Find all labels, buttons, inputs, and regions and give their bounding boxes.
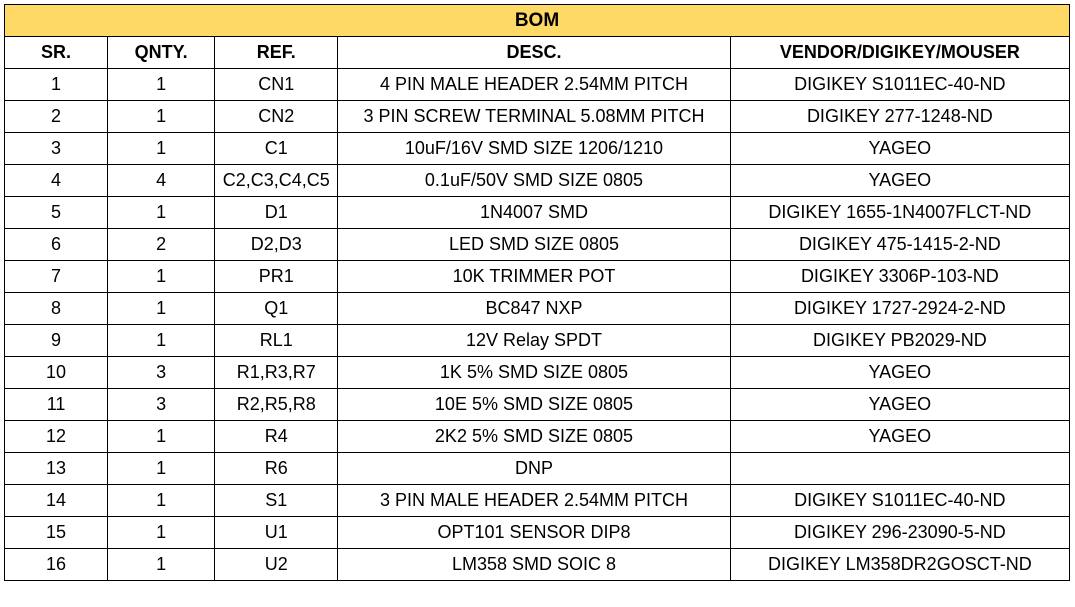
cell-qnty: 1	[108, 549, 215, 581]
table-row	[5, 453, 1070, 485]
cell-qnty: 1	[108, 101, 215, 133]
cell-vendor	[730, 453, 1069, 485]
cell-desc: LED SMD SIZE 0805	[338, 229, 730, 261]
cell-qnty: 1	[108, 69, 215, 101]
table-row	[5, 549, 1070, 581]
cell-sr: 15	[5, 517, 108, 549]
cell-vendor: DIGIKEY S1011EC-40-ND	[730, 485, 1069, 517]
column-header-qnty: QNTY.	[108, 37, 215, 69]
cell-ref: R6	[215, 453, 338, 485]
cell-ref: R1,R3,R7	[215, 357, 338, 389]
cell-ref: CN1	[215, 69, 338, 101]
cell-sr: 3	[5, 133, 108, 165]
cell-desc: 10uF/16V SMD SIZE 1206/1210	[338, 133, 730, 165]
bom-sheet	[4, 4, 1070, 581]
cell-qnty: 3	[108, 357, 215, 389]
table-body	[5, 69, 1070, 581]
cell-sr: 8	[5, 293, 108, 325]
table-row	[5, 197, 1070, 229]
cell-vendor: YAGEO	[730, 421, 1069, 453]
cell-vendor: DIGIKEY 1655-1N4007FLCT-ND	[730, 197, 1069, 229]
table-row	[5, 325, 1070, 357]
cell-qnty: 1	[108, 421, 215, 453]
table-row	[5, 357, 1070, 389]
table-row	[5, 517, 1070, 549]
cell-ref: RL1	[215, 325, 338, 357]
cell-sr: 6	[5, 229, 108, 261]
column-header-ref: REF.	[215, 37, 338, 69]
cell-qnty: 4	[108, 165, 215, 197]
cell-ref: U1	[215, 517, 338, 549]
cell-vendor: DIGIKEY 3306P-103-ND	[730, 261, 1069, 293]
cell-sr: 4	[5, 165, 108, 197]
cell-ref: C1	[215, 133, 338, 165]
cell-sr: 1	[5, 69, 108, 101]
cell-desc: 0.1uF/50V SMD SIZE 0805	[338, 165, 730, 197]
cell-desc: 10E 5% SMD SIZE 0805	[338, 389, 730, 421]
cell-ref: PR1	[215, 261, 338, 293]
column-header-sr: SR.	[5, 37, 108, 69]
cell-vendor: YAGEO	[730, 357, 1069, 389]
table-row	[5, 261, 1070, 293]
table-row	[5, 293, 1070, 325]
cell-ref: CN2	[215, 101, 338, 133]
cell-qnty: 1	[108, 485, 215, 517]
cell-desc: 1K 5% SMD SIZE 0805	[338, 357, 730, 389]
cell-sr: 16	[5, 549, 108, 581]
cell-qnty: 1	[108, 133, 215, 165]
cell-vendor: DIGIKEY S1011EC-40-ND	[730, 69, 1069, 101]
table-row	[5, 421, 1070, 453]
cell-sr: 14	[5, 485, 108, 517]
cell-desc: BC847 NXP	[338, 293, 730, 325]
cell-vendor: DIGIKEY 1727-2924-2-ND	[730, 293, 1069, 325]
cell-sr: 11	[5, 389, 108, 421]
table-row	[5, 389, 1070, 421]
cell-desc: 1N4007 SMD	[338, 197, 730, 229]
cell-ref: D1	[215, 197, 338, 229]
cell-qnty: 1	[108, 197, 215, 229]
cell-qnty: 1	[108, 293, 215, 325]
column-header-vendor: VENDOR/DIGIKEY/MOUSER	[730, 37, 1069, 69]
cell-desc: DNP	[338, 453, 730, 485]
cell-ref: R2,R5,R8	[215, 389, 338, 421]
cell-desc: 3 PIN SCREW TERMINAL 5.08MM PITCH	[338, 101, 730, 133]
cell-sr: 2	[5, 101, 108, 133]
cell-vendor: DIGIKEY 296-23090-5-ND	[730, 517, 1069, 549]
cell-qnty: 3	[108, 389, 215, 421]
cell-vendor: DIGIKEY LM358DR2GOSCT-ND	[730, 549, 1069, 581]
table-row	[5, 69, 1070, 101]
table-row	[5, 165, 1070, 197]
table-row	[5, 229, 1070, 261]
cell-sr: 9	[5, 325, 108, 357]
cell-sr: 5	[5, 197, 108, 229]
cell-desc: 3 PIN MALE HEADER 2.54MM PITCH	[338, 485, 730, 517]
cell-qnty: 1	[108, 325, 215, 357]
cell-sr: 13	[5, 453, 108, 485]
cell-ref: D2,D3	[215, 229, 338, 261]
cell-ref: C2,C3,C4,C5	[215, 165, 338, 197]
cell-desc: OPT101 SENSOR DIP8	[338, 517, 730, 549]
cell-vendor: YAGEO	[730, 389, 1069, 421]
cell-vendor: DIGIKEY 475-1415-2-ND	[730, 229, 1069, 261]
header-row	[5, 37, 1070, 69]
table-title: BOM	[5, 5, 1070, 37]
cell-vendor: DIGIKEY PB2029-ND	[730, 325, 1069, 357]
cell-qnty: 2	[108, 229, 215, 261]
cell-vendor: DIGIKEY 277-1248-ND	[730, 101, 1069, 133]
cell-sr: 7	[5, 261, 108, 293]
cell-desc: 12V Relay SPDT	[338, 325, 730, 357]
cell-ref: S1	[215, 485, 338, 517]
cell-ref: U2	[215, 549, 338, 581]
title-row	[5, 5, 1070, 37]
cell-desc: 10K TRIMMER POT	[338, 261, 730, 293]
cell-qnty: 1	[108, 261, 215, 293]
cell-desc: 4 PIN MALE HEADER 2.54MM PITCH	[338, 69, 730, 101]
cell-vendor: YAGEO	[730, 165, 1069, 197]
cell-desc: LM358 SMD SOIC 8	[338, 549, 730, 581]
cell-ref: Q1	[215, 293, 338, 325]
table-row	[5, 485, 1070, 517]
cell-qnty: 1	[108, 453, 215, 485]
cell-desc: 2K2 5% SMD SIZE 0805	[338, 421, 730, 453]
cell-sr: 12	[5, 421, 108, 453]
cell-sr: 10	[5, 357, 108, 389]
column-header-desc: DESC.	[338, 37, 730, 69]
table-row	[5, 133, 1070, 165]
table-row	[5, 101, 1070, 133]
bom-table	[4, 4, 1070, 581]
cell-ref: R4	[215, 421, 338, 453]
cell-vendor: YAGEO	[730, 133, 1069, 165]
cell-qnty: 1	[108, 517, 215, 549]
